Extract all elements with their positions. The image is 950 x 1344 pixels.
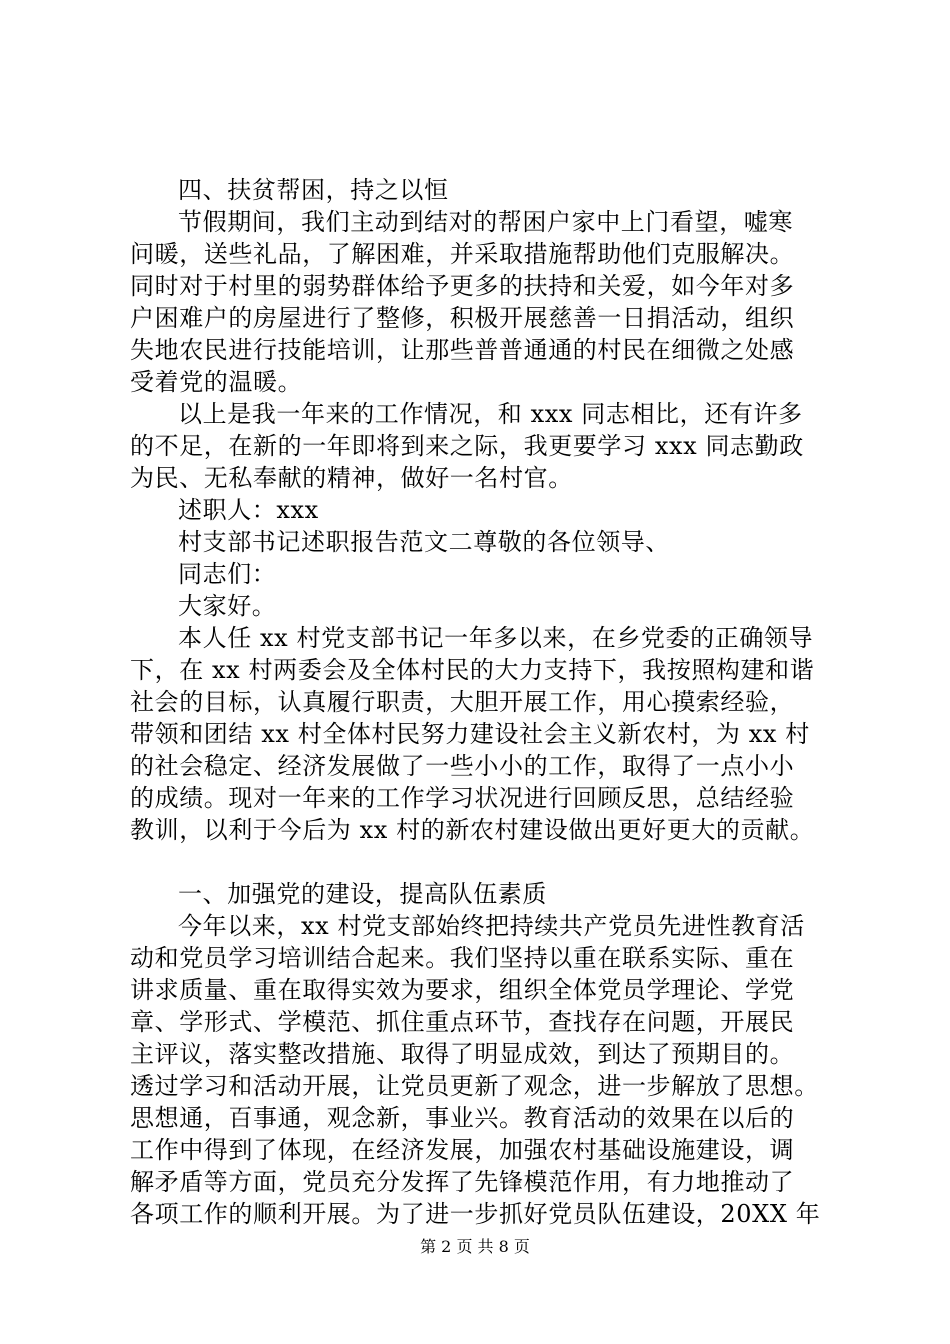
paragraph-line: 本人任 xx 村党支部书记一年多以来，在乡党委的正确领导 [178, 624, 814, 652]
heading-poverty-relief: 四、扶贫帮困，持之以恒 [178, 176, 449, 204]
paragraph-line: 今年以来，xx 村党支部始终把持续共产党员先进性教育活 [178, 912, 805, 940]
paragraph-line: 透过学习和活动开展，让党员更新了观念，进一步解放了思想。 [130, 1072, 819, 1100]
paragraph-line: 解矛盾等方面，党员充分发挥了先锋模范作用，有力地推动了 [130, 1168, 795, 1196]
paragraph-line: 下，在 xx 村两委会及全体村民的大力支持下，我按照构建和谐 [130, 656, 815, 684]
page-number: 第 2 页 共 8 页 [420, 1237, 530, 1256]
paragraph-line: 的不足，在新的一年即将到来之际，我更要学习 xxx 同志勤政 [130, 432, 804, 460]
paragraph-line: 讲求质量、重在取得实效为要求，组织全体党员学理论、学党 [130, 976, 795, 1004]
greeting-line: 大家好。 [178, 592, 277, 620]
paragraph-line: 同时对于村里的弱势群体给予更多的扶持和关爱，如今年对多 [130, 272, 795, 300]
paragraph-line: 主评议，落实整改措施、取得了明显成效，到达了预期目的。 [130, 1040, 795, 1068]
paragraph-line: 工作中得到了体现，在经济发展，加强农村基础设施建设，调 [130, 1136, 795, 1164]
paragraph-line: 为民、无私奉献的精神，做好一名村官。 [130, 464, 573, 492]
paragraph-line: 的成绩。现对一年来的工作学习状况进行回顾反思，总结经验 [130, 784, 795, 812]
paragraph-line: 教训，以利于今后为 xx 村的新农村建设做出更好更大的贡献。 [130, 816, 815, 844]
paragraph-line: 户困难户的房屋进行了整修，积极开展慈善一日捐活动，组织 [130, 304, 795, 332]
paragraph-line: 以上是我一年来的工作情况，和 xxx 同志相比，还有许多 [178, 400, 803, 428]
report-title-line: 村支部书记述职报告范文二尊敬的各位领导、 [178, 528, 670, 556]
paragraph-line: 的社会稳定、经济发展做了一些小小的工作，取得了一点小小 [130, 752, 795, 780]
paragraph-line: 带领和团结 xx 村全体村民努力建设社会主义新农村，为 xx 村 [130, 720, 810, 748]
paragraph-line: 章、学形式、学模范、抓住重点环节，查找存在问题，开展民 [130, 1008, 795, 1036]
paragraph-line: 各项工作的顺利开展。为了进一步抓好党员队伍建设，20XX 年 [130, 1200, 821, 1228]
paragraph-line: 节假期间，我们主动到结对的帮困户家中上门看望，嘘寒 [178, 208, 793, 236]
paragraph-line: 社会的目标，认真履行职责，大胆开展工作，用心摸索经验， [130, 688, 795, 716]
paragraph-line: 受着党的温暖。 [130, 368, 303, 396]
salutation-line: 同志们： [178, 560, 277, 588]
paragraph-line: 思想通，百事通，观念新，事业兴。教育活动的效果在以后的 [130, 1104, 795, 1132]
paragraph-line: 动和党员学习培训结合起来。我们坚持以重在联系实际、重在 [130, 944, 795, 972]
heading-party-building: 一、加强党的建设，提高队伍素质 [178, 880, 547, 908]
paragraph-line: 问暖，送些礼品，了解困难，并采取措施帮助他们克服解决。 [130, 240, 795, 268]
reporter-signature: 述职人：xxx [178, 496, 319, 524]
paragraph-line: 失地农民进行技能培训，让那些普普通通的村民在细微之处感 [130, 336, 795, 364]
